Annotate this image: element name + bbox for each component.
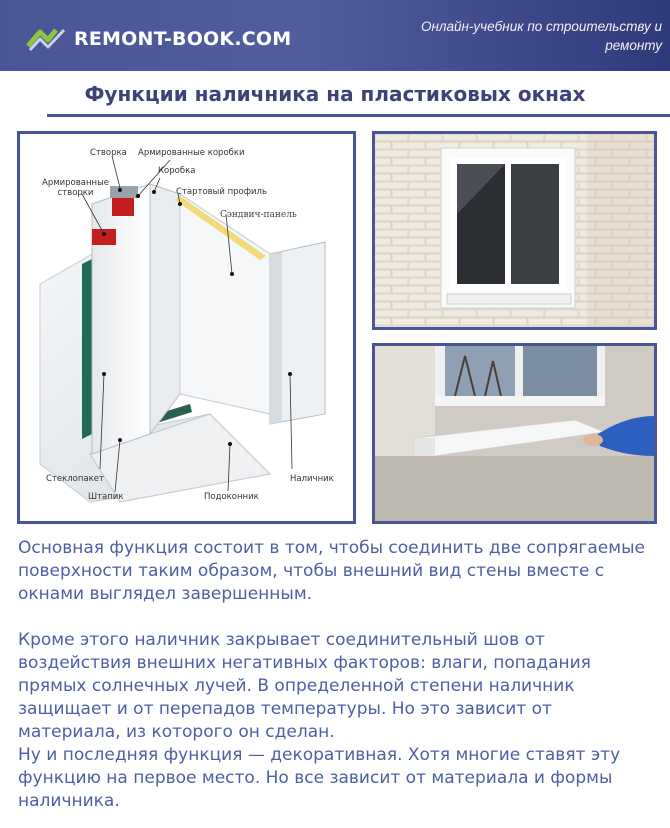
label-korobka: Коробка: [158, 166, 196, 176]
logo-text: REMONT-BOOK.COM: [74, 28, 292, 50]
photo-sill-installation: [372, 343, 657, 524]
label-sendvich-panel: Сэндвич-панель: [220, 210, 297, 220]
sill-installation-image: [375, 346, 654, 521]
page-title: Функции наличника на пластиковых окнах: [84, 82, 586, 106]
label-podokonnik: Подоконник: [204, 492, 259, 502]
site-tagline: Онлайн-учебник по строительству и ремонту: [420, 19, 662, 53]
label-armirovannye-korobki: Армированные коробки: [138, 148, 245, 158]
label-startovy-profil: Стартовый профиль: [176, 187, 267, 197]
label-nalichnik: Наличник: [290, 474, 334, 484]
label-shtapik: Штапик: [88, 492, 124, 502]
label-stvorka: Створка: [90, 148, 127, 158]
logo-house-icon: [26, 26, 68, 52]
photo-window-brick-wall: [372, 131, 657, 330]
site-logo[interactable]: [26, 26, 291, 52]
window-profile-diagram: [17, 131, 356, 524]
site-header: [0, 0, 670, 71]
brick-wall-window-image: [375, 134, 654, 327]
paragraph-protection: Кроме этого наличник закрывает соединительный шов от воздействия внешних негативных факторов: влаги, попадания прямых солнечных лучей. В определенной степени наличник защищает и от перепадов температуры. Но это зависит от материала, из которого он сделан.: [18, 630, 591, 742]
title-underline: [47, 114, 670, 117]
label-armirovannye-stvorki: Армированные створки: [42, 178, 110, 198]
paragraph-decorative: Ну и последняя функция — декоративная. Хотя многие ставят эту функцию на первое место. Но все зависит от материала и формы наличника.: [18, 745, 621, 811]
paragraph-main-function: Основная функция состоит в том, чтобы соединить две сопрягаемые поверхности таким образом, чтобы внешний вид стены вместе с окнами выглядел завершенным.: [18, 538, 645, 604]
label-steklopaket: Стеклопакет: [46, 474, 104, 484]
